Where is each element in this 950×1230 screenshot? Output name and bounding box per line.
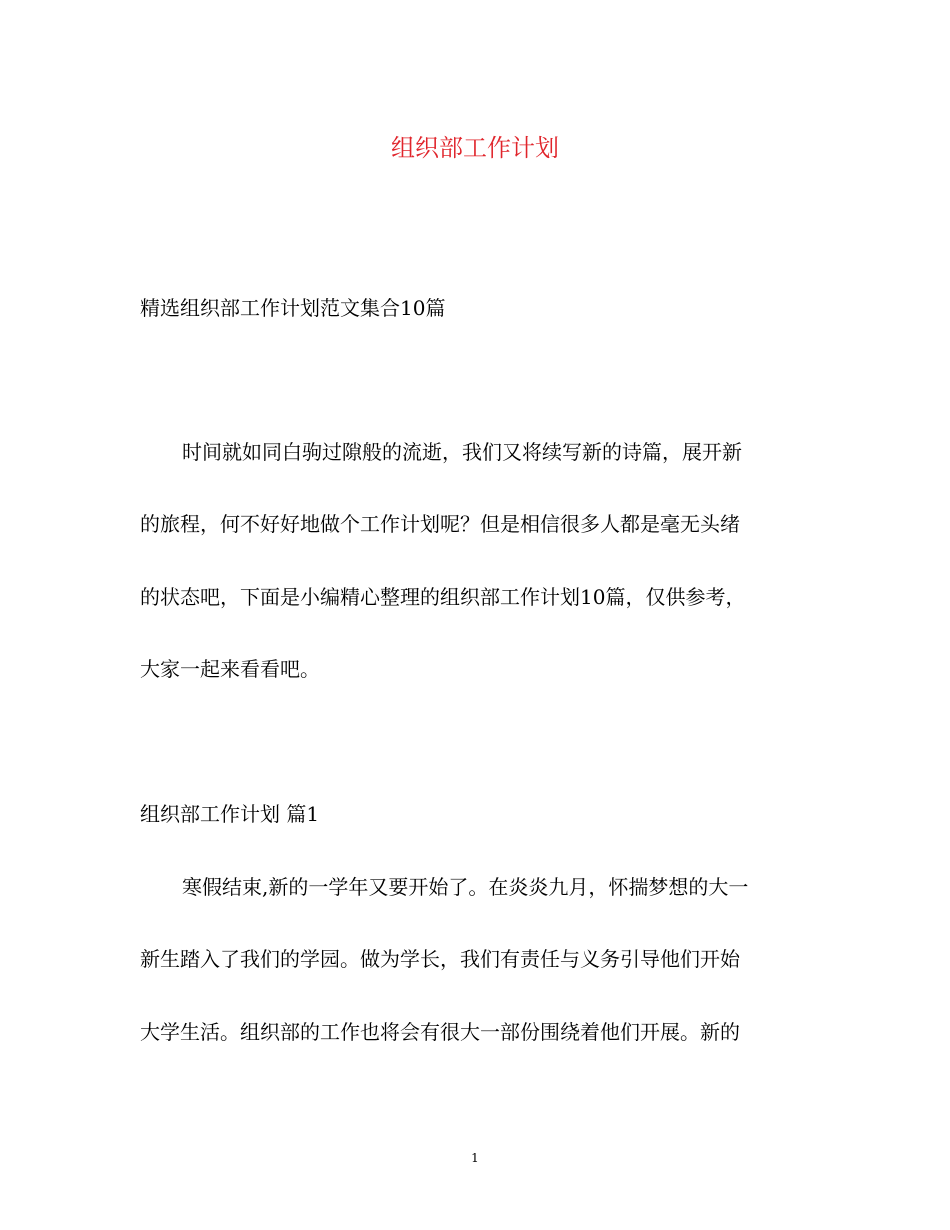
page-number: 1 <box>471 1151 479 1165</box>
section-line-3: 大学生活。组织部的工作也将会有很大一部份围绕着他们开展。新的 <box>140 1020 740 1044</box>
section-line-2: 新生踏入了我们的学园。做为学长，我们有责任与义务引导他们开始 <box>140 947 740 971</box>
intro-line-1: 时间就如同白驹过隙般的流逝，我们又将续写新的诗篇，展开新 <box>182 440 742 464</box>
intro-line-4: 大家一起来看看吧。 <box>140 657 320 681</box>
intro-line-2: 的旅程，何不好好地做个工作计划呢？但是相信很多人都是毫无头绪 <box>140 512 740 536</box>
section-line-1: 寒假结束,新的一学年又要开始了。在炎炎九月，怀揣梦想的大一 <box>182 875 749 899</box>
section-heading: 组织部工作计划 篇1 <box>140 802 320 826</box>
document-subtitle: 精选组织部工作计划范文集合10篇 <box>140 296 446 320</box>
intro-line-3: 的状态吧，下面是小编精心整理的组织部工作计划10篇，仅供参考， <box>140 585 746 609</box>
document-title: 组织部工作计划 <box>391 134 559 162</box>
